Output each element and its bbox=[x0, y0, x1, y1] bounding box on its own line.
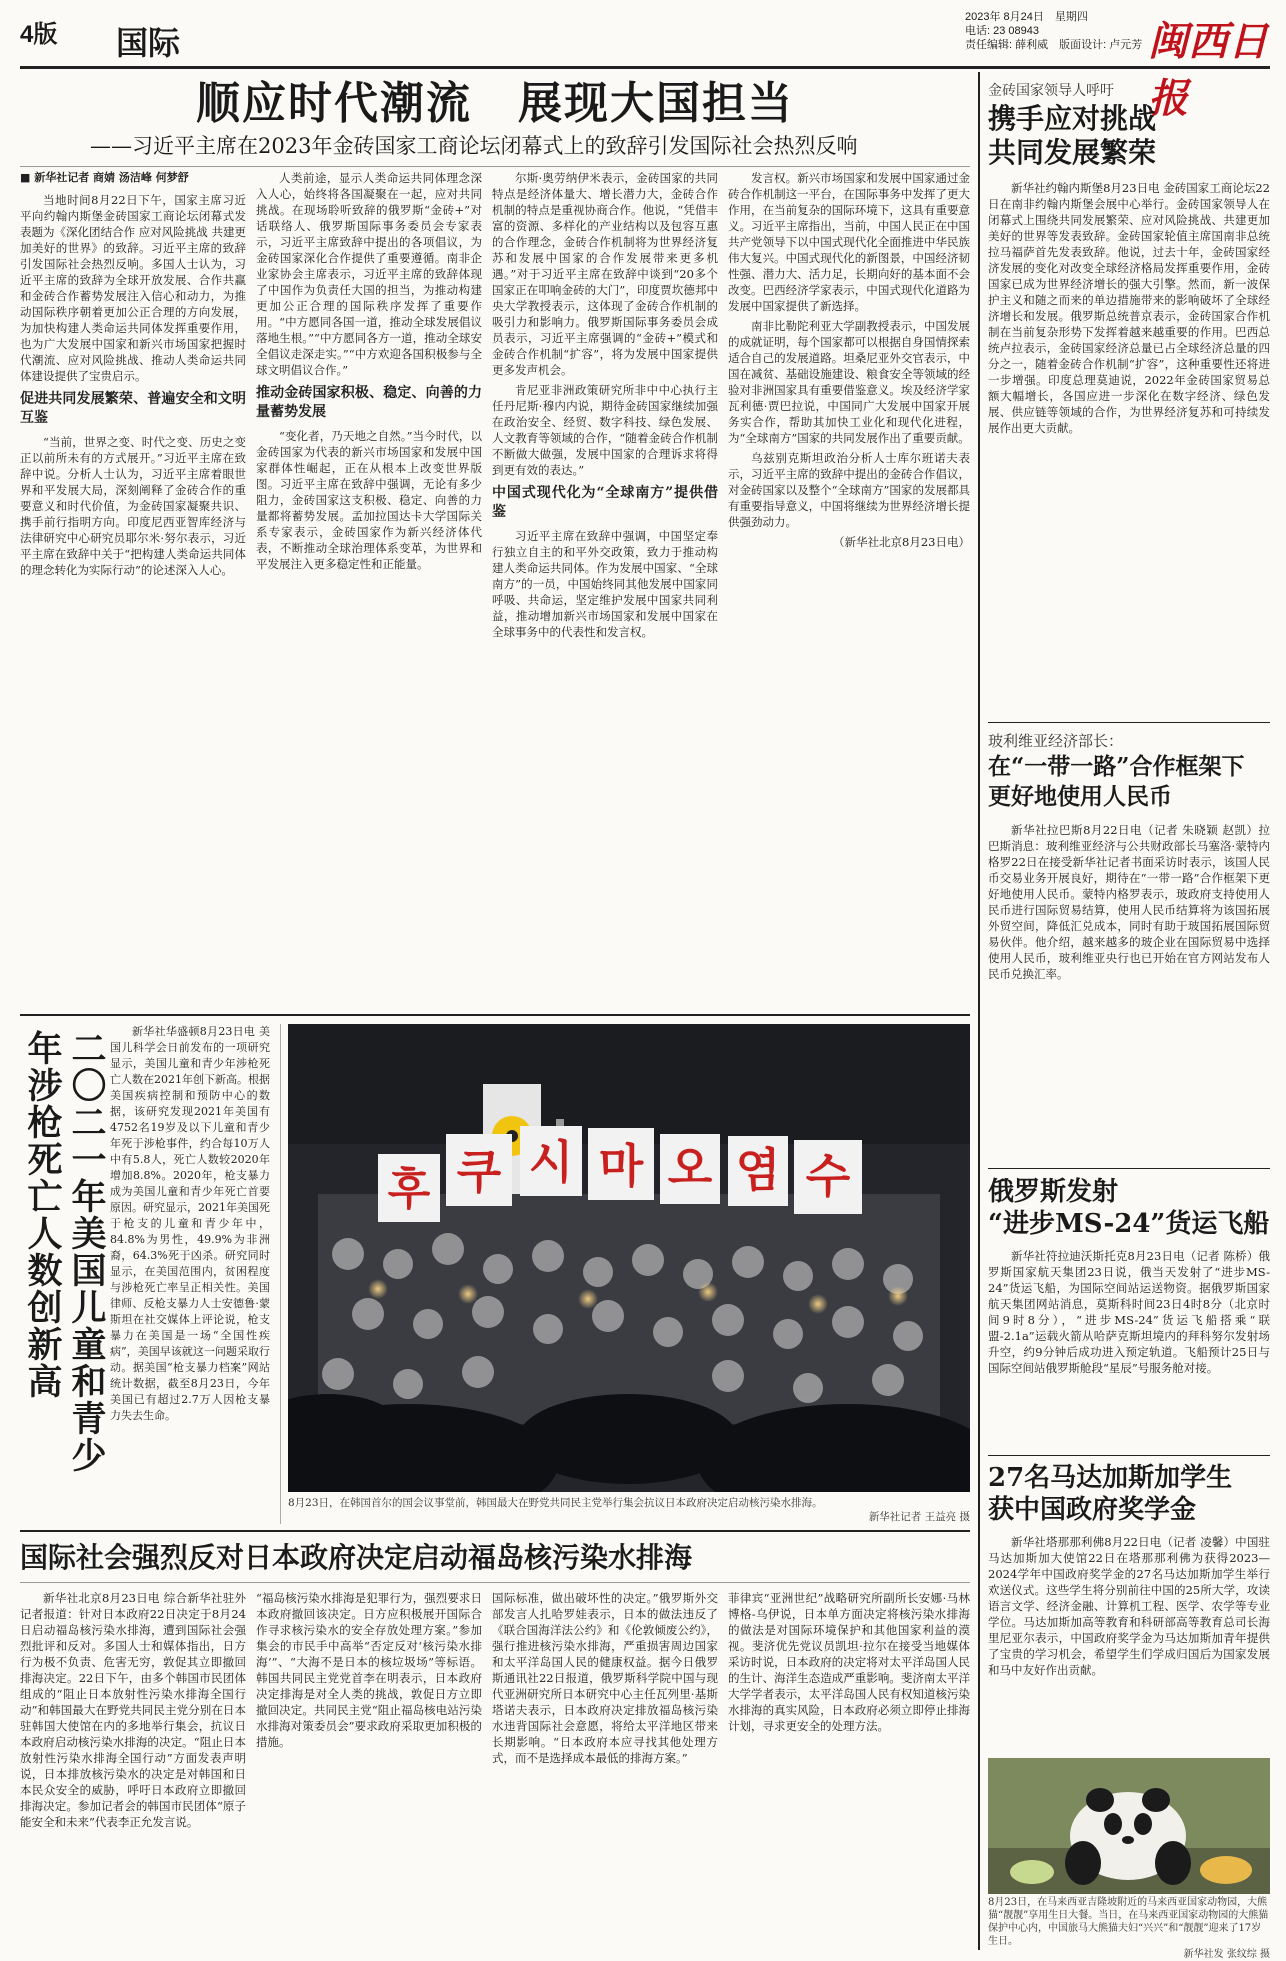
protest-photo bbox=[288, 1024, 970, 1492]
fukushima-column-1 bbox=[20, 1590, 246, 1945]
photo-credit: 新华社记者 王益亮 摄 bbox=[868, 1511, 970, 1523]
panda-illustration bbox=[988, 1758, 1270, 1894]
russia-body bbox=[988, 1248, 1270, 1448]
russia-title: 俄罗斯发射 “进步MS-24”货运飞船 bbox=[988, 1177, 1270, 1239]
phone: 电话: 23 08943 bbox=[965, 25, 1039, 37]
lead-title: 顺应时代潮流 展现大国担当 bbox=[196, 78, 794, 129]
title-rule bbox=[20, 1582, 970, 1583]
lead-column-4 bbox=[728, 170, 970, 1008]
newspaper-logo: 闽西日报 bbox=[1148, 18, 1268, 122]
sign-char: 후 bbox=[387, 1164, 431, 1215]
bolivia-title: 在“一带一路”合作框架下 更好地使用人民币 bbox=[988, 753, 1245, 810]
lead-byline: ■ 新华社记者 商婧 汤洁峰 何梦舒 bbox=[20, 171, 189, 184]
lead-column-1 bbox=[20, 170, 246, 1008]
section-title: 国际 bbox=[116, 25, 181, 61]
sign-char: 시 bbox=[528, 1135, 574, 1189]
fukushima-paragraph: 国际标准，做出破坏性的决定。”俄罗斯外交部发言人扎哈罗娃表示，日本的做法违反了《联合国海洋法公约》和《伦敦倾废公约》，强行推进核污染水排海，严重损害周边国家和太平洋岛国人民的健康权益。据今日俄罗斯通讯社22日报道，俄罗斯科学院中国与现代亚洲研究所日本研究中心主任瓦列里·基斯塔诺夫表示，日本政府决定排放福岛核污染水违背国际社会意愿，将给太平洋地区带来长期影响。“日本政府本应寻找其他处理方式，而不是选择成本最低的排海方案。” bbox=[492, 1591, 718, 1765]
lead-subhead-3: 中国式现代化为“全球南方”提供借鉴 bbox=[492, 485, 718, 520]
panda-caption: 8月23日，在马来西亚吉隆坡附近的马来西亚国家动物园，大熊猫“靓靓”享用生日大餐。当日，在马来西亚国家动物园的大熊猫保护中心内，中国旅马大熊猫夫妇“兴兴”和“靓靓”迎来了17岁生日。 新华社发 张纹综 摄 bbox=[988, 1897, 1270, 1960]
section-divider bbox=[20, 1530, 970, 1532]
story-divider bbox=[988, 1455, 1270, 1456]
masthead-rule bbox=[20, 66, 1270, 69]
brics-title: 携手应对挑战 共同发展繁荣 bbox=[988, 102, 1157, 169]
lead-paragraph: 南非比勒陀利亚大学副教授表示，中国发展的成就证明，每个国家都可以根据自身国情探索适合自己的发展道路。坦桑尼亚外交官表示，中国在减贫、基础设施建设、粮食安全等领域的经验对非洲国家具有重要借鉴意义。埃及经济学家瓦利德·贾巴拉说，中国同广大发展中国家开展务实合作，帮助其加快工业化和现代化进程，为“全球南方”国家的共同发展作出了重要贡献。 bbox=[728, 319, 970, 445]
panda-photo bbox=[988, 1758, 1270, 1894]
madagascar-paragraph: 新华社塔那那利佛8月22日电（记者 凌馨）中国驻马达加斯加大使馆22日在塔那那利佛为获得2023—2024学年中国政府奖学金的27名马达加斯加学生举行欢送仪式。这些学生将分别前往中国的25所大学，攻读语言文学、经济金融、计算机工程、医学、农学等专业学位。马达加斯加高等教育和科研部高等教育总司长海里尼亚尔表示，中国政府奖学金为马达加斯加青年提供了宝贵的学习机会，希望学生们学成归国后为国家发展和马中友好作出贡献。 bbox=[988, 1535, 1270, 1677]
madagascar-title: 27名马达加斯加学生 获中国政府奖学金 bbox=[988, 1463, 1233, 1525]
protest-illustration bbox=[288, 1024, 970, 1492]
bolivia-body bbox=[988, 822, 1270, 1162]
lead-paragraph: 人类前途，显示人类命运共同体理念深入人心，始终将各国凝聚在一起，应对共同挑战。在现场聆听致辞的俄罗斯“金砖+”对话联络人、俄罗斯国际事务委员会专家表示，习近平主席致辞中提出的各项倡议，为金砖国家深化合作提供了重要遵循。南非企业家协会主席表示，习近平主席的致辞体现了中国作为负责任大国的担当，为推动构建更加公正合理的国际秩序发挥了重要作用。“中方愿同各国一道，推动全球发展倡议落地生根。”“中方愿同各方一道，推动全球安全倡议走深走实。”“中方欢迎各国积极参与全球文明倡议合作。” bbox=[256, 171, 482, 377]
photo-caption: 8月23日，在韩国首尔的国会议事堂前，韩国最大在野党共同民主党举行集会抗议日本政府决定启动核污染水排海。 新华社记者 王益亮 摄 bbox=[288, 1497, 970, 1523]
sign-char: 오 bbox=[667, 1141, 713, 1195]
umbrellas bbox=[288, 1394, 970, 1492]
fukushima-column-3 bbox=[492, 1590, 718, 1945]
madagascar-body bbox=[988, 1534, 1270, 1752]
gun-title: 二〇二一年美国儿童和青少年涉枪死亡人数创新高 bbox=[22, 1030, 107, 1474]
panda-credit: 新华社发 张纹综 摄 bbox=[1183, 1949, 1270, 1960]
gun-paragraph: 新华社华盛顿8月23日电 美国儿科学会日前发布的一项研究显示，美国儿童和青少年涉枪死亡人数在2021年创下新高。根据美国疾病控制和预防中心的数据，该研究发现2021年美国有4752名19岁及以下儿童和青少年死于涉枪事件，约合每10万人中有5.8人，死亡人数较2020年增加8.8%。2020年，枪支暴力成为美国儿童和青少年死亡首要原因。研究显示，2021年美国死于枪支的儿童和青少年中，84.8%为男性，49.9%为非洲裔，64.3%死于凶杀。研究同时显示，在美国范围内，贫困程度与涉枪死亡率呈正相关性。美国律师、反枪支暴力人士安德鲁·蒙斯坦在社交媒体上评论说，枪支暴力在美国是一场“全国性疾病”，美国早该就这一问题采取行动。据美国“枪支暴力档案”网站统计数据，截至8月23日，今年美国已有超过2.7万人因枪支暴力失去生命。 bbox=[110, 1025, 270, 1422]
fukushima-paragraph: “福岛核污染水排海是犯罪行为，强烈要求日本政府撤回该决定。日方应积极展开国际合作寻求核污染水的安全存放处理方案。”参加集会的市民手中高举“否定反对‘核污染水排海’”、“大海不是日本的核垃圾场”等标语。韩国共同民主党党首李在明表示，日本政府决定排海是对全人类的挑战，敦促日方立即撤回决定。共同民主党“阻止福岛核电站污染水排海对策委员会”要求政府采取更加积极的措施。 bbox=[256, 1591, 482, 1749]
russia-paragraph: 新华社符拉迪沃斯托克8月23日电（记者 陈桥）俄罗斯国家航天集团23日说，俄当天发射了“进步MS-24”货运飞船，为国际空间站运送物资。据俄罗斯国家航天集团网站消息，莫斯科时间23日4时8分（北京时间9时8分），“进步MS-24”货运飞船搭乘“联盟-2.1a”运载火箭从哈萨克斯坦境内的拜科努尔发射场升空，约9分钟后成功进入预定轨道。飞船预计25日与国际空间站俄罗斯舱段“星辰”号服务舱对接。 bbox=[988, 1249, 1270, 1375]
column-rule bbox=[280, 1024, 281, 1524]
fukushima-column-2 bbox=[256, 1590, 482, 1945]
sign-char: 수 bbox=[805, 1149, 851, 1203]
lead-paragraph: 习近平主席在致辞中强调，中国坚定奉行独立自主的和平外交政策，致力于推动构建人类命运共同体。作为发展中国家、“全球南方”的一员，中国始终同其他发展中国家同呼吸、共命运，坚定维护发展中国家共同利益，推动增加新兴市场国家和发展中国家在全球事务中的代表性和发言权。 bbox=[492, 529, 718, 639]
story-divider bbox=[988, 722, 1270, 723]
lead-subtitle: ——习近平主席在2023年金砖国家工商论坛闭幕式上的致辞引发国际社会热烈反响 bbox=[90, 134, 858, 158]
lead-column-3 bbox=[492, 170, 718, 1008]
lead-paragraph: 尔斯·奥劳纳伊米表示，金砖国家的共同特点是经济体量大、增长潜力大，金砖合作机制的特点是重视协商合作。他说，“凭借丰富的资源、多样化的产业结构以及包容互惠的合作理念，金砖合作机制将为世界经济复苏和发展中国家的合作发展带来更多机遇。”对于习近平主席在致辞中谈到“20多个国家正在叩响金砖的大门”，印度贾坎德邦中央大学教授表示，这体现了金砖合作机制的吸引力和影响力。俄罗斯国际事务委员会成员表示，习近平主席强调的“金砖+”模式和金砖合作机制“扩容”，将为发展中国家提供更多发声机会。 bbox=[492, 171, 718, 377]
lead-paragraph: 乌兹别克斯坦政治分析人士库尔班诺夫表示，习近平主席的致辞中提出的金砖合作倡议，对金砖国家以及整个“全球南方”国家的发展都具有重要指导意义，中国将继续为世界经济增长提供强劲动力。 bbox=[728, 451, 970, 529]
masthead-meta bbox=[965, 10, 1142, 52]
lead-subhead-2: 推动金砖国家积极、稳定、向善的力量蓄势发展 bbox=[256, 385, 482, 420]
bolivia-kicker: 玻利维亚经济部长： bbox=[988, 732, 1124, 750]
lead-column-2 bbox=[256, 170, 482, 1008]
lead-rule bbox=[20, 166, 970, 167]
fukushima-column-4 bbox=[728, 1590, 970, 1945]
brics-paragraph: 新华社约翰内斯堡8月23日电 金砖国家工商论坛22日在南非约翰内斯堡会展中心举行。金砖国家领导人在闭幕式上围绕共同发展繁荣、应对风险挑战、共建更加美好的世界等发表致辞。金砖国家轮值主席国南非总统拉马福萨首先发表致辞。他说，过去十年，金砖国家经济发展的变化对改变全球经济格局发挥重要作用，金砖国家已成为世界经济增长的强大引擎。然而，新一波保护主义和随之而来的单边措施带来的影响破坏了全球经济增长和发展。俄罗斯总统普京表示，金砖国家合作机制在当前复杂形势下发挥着越来越重要的作用。巴西总统卢拉表示，金砖国家经济总量已占全球经济总量的四分之一，随着金砖合作机制“扩容”，这种重要性还将进一步增强。印度总理莫迪说，2022年金砖国家贸易总额大幅增长，各国应进一步深化在数字经济、绿色发展、供应链等领域的合作，为世界经济复苏和可持续发展作出更大贡献。 bbox=[988, 181, 1270, 435]
lead-paragraph: 肯尼亚非洲政策研究所非中中心执行主任丹尼斯·穆内内说，期待金砖国家继续加强在政治安全、经贸、数字科技、绿色发展、人文教育等领域的合作，“随着金砖合作机制不断做大做强，发展中国家的合理诉求将得到更有效的表达。” bbox=[492, 383, 718, 477]
brics-body bbox=[988, 180, 1270, 715]
lead-paragraph: 当地时间8月22日下午，国家主席习近平向约翰内斯堡金砖国家工商论坛闭幕式发表题为《深化团结合作 应对风险挑战 共建更加美好的世界》的致辞。习近平主席的致辞引发国际社会热烈反响。多国人士认为，习近平主席的致辞为全球开放发展、合作共赢和金砖合作蓄势发展注入信心和动力，为推动国际秩序朝着更加公正合理的方向发展，为加快构建人类命运共同体发挥重要作用，也为广大发展中国家和新兴市场国家把握时代潮流、应对风险挑战、推动人类命运共同体建设提供了宝贵启示。 bbox=[20, 193, 246, 383]
right-column-rule bbox=[978, 72, 980, 1950]
bolivia-paragraph: 新华社拉巴斯8月22日电（记者 朱晓颖 赵凯）拉巴斯消息：玻利维亚经济与公共财政部长马塞洛·蒙特内格罗22日在接受新华社记者书面采访时表示，该国人民币交易业务开展良好，期待在“一带一路”合作框架下更好地使用人民币。蒙特内格罗表示，玻政府支持使用人民币进行国际贸易结算，使用人民币结算将为该国拓展外贸空间，降低汇兑成本，同时有助于玻国拓展国际贸易伙伴。他介绍，越来越多的玻企业在国际贸易中选择使用人民币，玻利维亚央行也已开始在官方网站发布人民币兑换汇率。 bbox=[988, 823, 1270, 981]
issue-date: 2023年 8月24日 星期四 bbox=[965, 11, 1088, 23]
lead-paragraph: 发言权。新兴市场国家和发展中国家通过金砖合作机制这一平台，在国际事务中发挥了更大作用，在当前复杂的国际环境下，这具有重要意义。习近平主席指出，当前，中国人民正在中国共产党领导下以中国式现代化全面推进中华民族伟大复兴。中国式现代化的新图景，中国经济韧性强、潜力大、活力足，长期向好的基本面不会改变。巴西经济学家表示，中国式现代化道路为发展中国家提供了新选择。 bbox=[728, 171, 970, 313]
lead-subhead-1: 促进共同发展繁荣、普遍安全和文明互鉴 bbox=[20, 391, 246, 426]
brics-kicker: 金砖国家领导人呼吁 bbox=[988, 83, 1114, 99]
lead-dateline: （新华社北京8月23日电） bbox=[833, 535, 970, 549]
sign-char: 마 bbox=[598, 1139, 644, 1193]
fukushima-paragraph: 菲律宾“亚洲世纪”战略研究所副所长安娜·马林博格-乌伊说，日本单方面决定将核污染水排海的做法是对国际环境保护和其他国家利益的漠视。斐济优先党议员凯坦·拉尔在接受当地媒体采访时说，日本政府的决定将对太平洋岛国人民的生计、海洋生态造成严重影响。斐济南太平洋大学学者表示，太平洋岛国人民有权知道核污染水排海的真实风险，日本政府必须立即停止排海计划，寻求更安全的处理方法。 bbox=[728, 1591, 970, 1733]
section-divider bbox=[20, 1014, 970, 1016]
lead-paragraph: “变化者，乃天地之自然。”当今时代，以金砖国家为代表的新兴市场国家和发展中国家群体性崛起，正在从根本上改变世界版图。习近平主席在致辞中强调，无论有多少阻力，金砖国家这支积极、稳定、向善的力量都将蓄势发展。孟加拉国达卡大学国际关系专家表示，金砖国家作为新兴经济体代表，不断推动全球治理体系变革，为世界和平发展注入更多稳定性和正能量。 bbox=[256, 429, 482, 571]
editors: 责任编辑: 薛利威 版面设计: 卢元芳 bbox=[965, 39, 1143, 51]
sign-char: 쿠 bbox=[456, 1145, 502, 1199]
story-divider bbox=[988, 1168, 1270, 1169]
fukushima-paragraph: 新华社北京8月23日电 综合新华社驻外记者报道：针对日本政府22日决定于8月24日启动福岛核污染水排海，遭到国际社会强烈批评和反对。多国人士和媒体指出，日方行为极不负责、危害无穷，敦促其立即撤回排海决定。22日下午，由多个韩国市民团体组成的“阻止日本放射性污染水排海全国行动”和韩国最大在野党共同民主党分别在日本驻韩国大使馆在内的多地举行集会，抗议日本政府启动核污染水排海的决定。“阻止日本放射性污染水排海全国行动”方面发表声明说，日本排放核污染水的决定是对韩国和日本民众安全的威胁，呼吁日本政府立即撤回排海决定。参加记者会的韩国市民团体“原子能安全和未来”代表李正允发言说。 bbox=[20, 1591, 246, 1829]
fukushima-title: 国际社会强烈反对日本政府决定启动福岛核污染水排海 bbox=[20, 1541, 693, 1574]
lead-paragraph: “当前，世界之变、时代之变、历史之变正以前所未有的方式展开。”习近平主席在致辞中说。分析人士认为，习近平主席着眼世界和平发展大局，深刻阐释了金砖合作的重要意义和时代价值，为金砖国家凝聚共识、携手前行指明方向。印度尼西亚智库经济与法律研究中心研究员耶尔米·努尔表示，习近平主席在致辞中关于“把构建人类命运共同体的理念转化为实际行动”的论述深入人心。 bbox=[20, 435, 246, 577]
page-number: 4版 bbox=[20, 21, 58, 48]
sign-char: 염 bbox=[735, 1143, 781, 1197]
gun-body bbox=[110, 1024, 270, 1526]
